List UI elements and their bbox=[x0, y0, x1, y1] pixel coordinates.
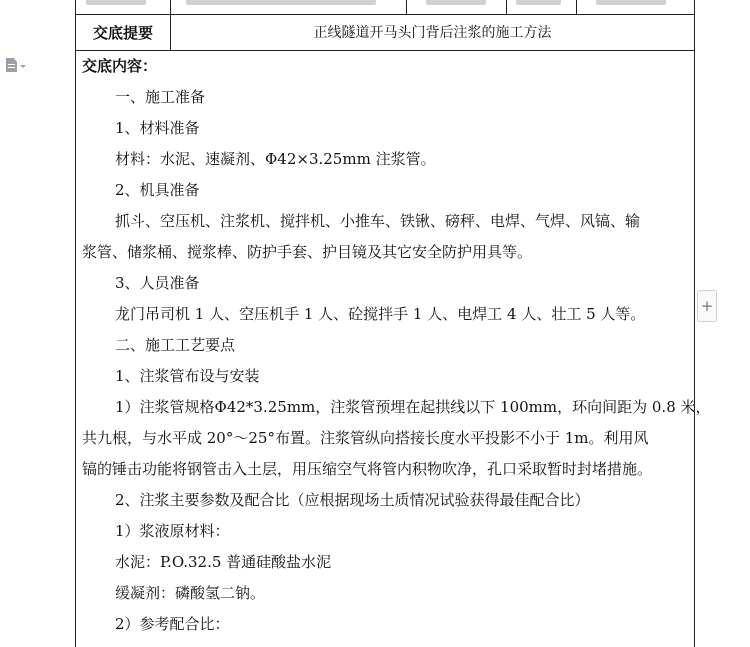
paragraph-line: 材料：水泥、速凝剂、Φ42×3.25mm 注浆管。 bbox=[115, 150, 436, 168]
document-icon[interactable] bbox=[6, 57, 36, 73]
cut-off-text bbox=[186, 0, 376, 5]
cell-divider bbox=[576, 0, 577, 14]
paragraph-line: 1）浆液原材料： bbox=[115, 522, 230, 540]
paragraph-line: 2）参考配合比： bbox=[115, 615, 230, 633]
section-title: 二、施工工艺要点 bbox=[115, 336, 236, 354]
subsection-title: 2、注浆主要参数及配合比（应根据现场土质情况试验获得最佳配合比） bbox=[115, 491, 590, 509]
paragraph-line: 1）注浆管规格Φ42*3.25mm，注浆管预埋在起拱线以下 100mm，环向间距为 0.8 米， bbox=[115, 398, 711, 416]
subsection-title: 2、机具准备 bbox=[115, 181, 200, 199]
summary-label: 交底提要 bbox=[76, 14, 171, 50]
expand-handle-button[interactable]: + bbox=[697, 290, 717, 322]
paragraph-line: 镐的锤击功能将钢管击入土层，用压缩空气将管内积物吹净，孔口采取暂时封堵措施。 bbox=[82, 460, 653, 478]
paragraph-line: 共九根，与水平成 20°～25°布置。注浆管纵向搭接长度水平投影不小于 1m。利用风 bbox=[82, 429, 649, 447]
cut-off-text bbox=[86, 0, 146, 5]
cell-divider bbox=[506, 0, 507, 14]
cell-divider bbox=[170, 0, 171, 14]
dropdown-caret-icon bbox=[20, 65, 26, 68]
paragraph-line: 龙门吊司机 1 人、空压机手 1 人、砼搅拌手 1 人、电焊工 4 人、壮工 5 人等。 bbox=[115, 305, 646, 323]
cut-off-text bbox=[596, 0, 666, 5]
subsection-title: 3、人员准备 bbox=[115, 274, 200, 292]
cut-off-text bbox=[426, 0, 486, 5]
cell-divider bbox=[406, 0, 407, 14]
paragraph-line: 缓凝剂：磷酸氢二钠。 bbox=[115, 584, 266, 602]
subsection-title: 1、材料准备 bbox=[115, 119, 200, 137]
cut-off-text bbox=[516, 0, 561, 5]
paragraph-line: 抓斗、空压机、注浆机、搅拌机、小推车、铁锹、磅秤、电焊、气焊、风镐、输 bbox=[115, 212, 641, 230]
disclosure-content bbox=[76, 51, 711, 647]
page-glyph bbox=[6, 58, 17, 72]
content-heading: 交底内容： bbox=[82, 57, 158, 75]
paragraph-line: 浆管、储浆桶、搅浆棒、防护手套、护目镜及其它安全防护用具等。 bbox=[82, 243, 533, 261]
summary-row bbox=[76, 14, 694, 51]
paragraph-line: 水泥：P.O.32.5 普通硅酸盐水泥 bbox=[115, 553, 332, 571]
summary-value: 正线隧道开马头门背后注浆的施工方法 bbox=[313, 25, 552, 41]
table-top-row-cut-off bbox=[76, 0, 694, 15]
disclosure-table bbox=[75, 0, 711, 647]
subsection-title: 1、注浆管布设与安装 bbox=[115, 367, 260, 385]
section-title: 一、施工准备 bbox=[115, 88, 206, 106]
